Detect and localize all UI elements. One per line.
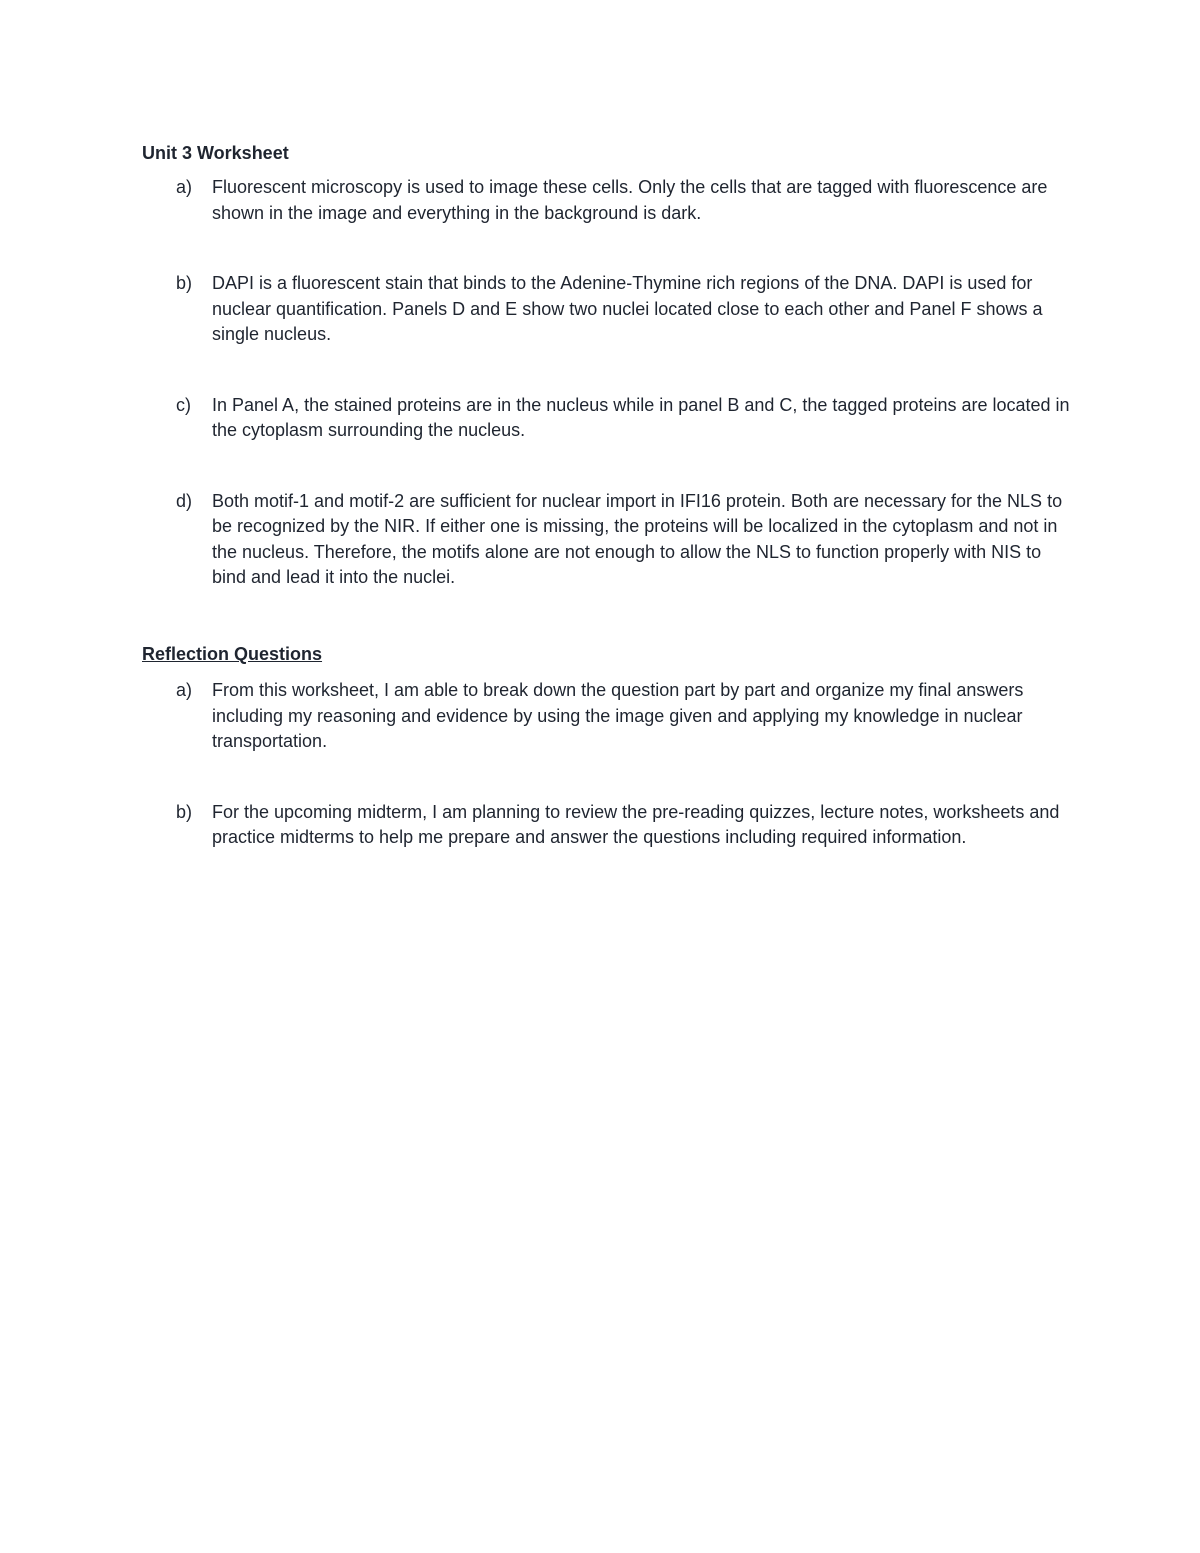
document-title: Unit 3 Worksheet <box>142 143 289 163</box>
answer-text: DAPI is a fluorescent stain that binds to the Adenine-Thymine rich regions of the DNA. DAPI is used for nuclear quantification. Panels D and E show two nuclei located close to each other and Panel F shows a single nucleus. <box>212 273 1043 344</box>
list-item <box>142 489 1072 591</box>
answer-text: Fluorescent microscopy is used to image these cells. Only the cells that are tagged with fluorescence are shown in the image and everything in the background is dark. <box>212 177 1048 223</box>
reflection-heading: Reflection Questions <box>142 644 323 664</box>
reflection-text: From this worksheet, I am able to break down the question part by part and organize my final answers including my reasoning and evidence by using the image given and applying my knowledge in nuclear transportation. <box>212 680 1024 751</box>
list-item <box>142 271 1072 348</box>
list-item <box>142 393 1072 444</box>
list-marker: c) <box>176 394 191 415</box>
answer-list <box>142 175 1072 636</box>
list-item <box>142 175 1072 226</box>
list-marker: a) <box>176 177 193 197</box>
list-marker: d) <box>176 490 193 511</box>
list-marker: a) <box>176 680 193 700</box>
list-marker: b) <box>176 801 193 822</box>
reflection-list <box>142 678 1072 896</box>
reflection-text: For the upcoming midterm, I am planning to review the pre-reading quizzes, lecture notes, worksheets and practice midterms to help me prepare and answer the questions including required information. <box>212 801 1060 847</box>
list-marker: b) <box>176 273 193 293</box>
list-item <box>142 800 1072 851</box>
list-item <box>142 678 1072 755</box>
answer-text: Both motif-1 and motif-2 are sufficient for nuclear import in IFI16 protein. Both are necessary for the NLS to be recognized by the NIR. If either one is missing, the proteins will be localized in the cytoplasm and not in the nucleus. Therefore, the motifs alone are not enough to allow the NLS to function properly with NIS to bind and lead it into the nuclei. <box>212 490 1063 587</box>
answer-text: In Panel A, the stained proteins are in the nucleus while in panel B and C, the tagged proteins are located in the cytoplasm surrounding the nucleus. <box>212 394 1070 440</box>
